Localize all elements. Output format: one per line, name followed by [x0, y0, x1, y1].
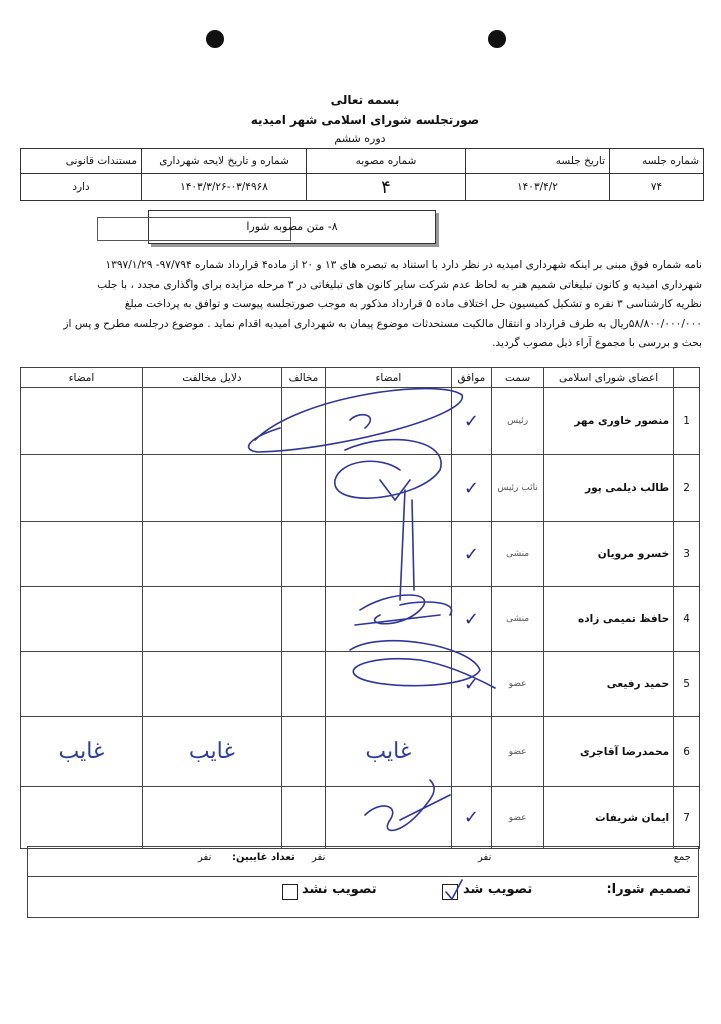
agree-mark: ✓	[451, 455, 492, 522]
agree-count-unit: نفر	[478, 852, 492, 863]
not-approved-label: تصویب نشد	[302, 882, 377, 897]
member-name: طالب دیلمی پور	[544, 455, 674, 522]
col-members-header: اعضای شورای اسلامی	[544, 368, 674, 388]
approved-label: تصویب شد	[463, 882, 533, 897]
resolution-value: ۴	[307, 174, 466, 201]
agree-mark: ✓	[451, 652, 492, 717]
session-num-label: شماره جلسه	[610, 149, 704, 174]
bill-label: شماره و تاریخ لایحه شهرداری	[142, 149, 307, 174]
agree-mark: ✓	[451, 587, 492, 652]
heading-bismillah: بسمه تعالی	[330, 93, 400, 107]
signature-member-5	[350, 641, 495, 688]
disagree-count-unit: نفر	[312, 852, 326, 863]
absent-count-label: تعداد غایبین:	[232, 852, 295, 863]
absent-count-unit: نفر	[198, 852, 212, 863]
member-name: حافظ تمیمی زاده	[544, 587, 674, 652]
member-number: 6	[674, 717, 700, 787]
session-num-value: ۷۴	[610, 174, 704, 201]
member-name: محمدرضا آقاجری	[544, 717, 674, 787]
body-line: نظریه کارشناسی ۳ نفره و تشکیل کمیسیون حل اختلاف ماده ۵ قرارداد مذکور به موجب صورتجلسه پیوست و توافق به پرداخت مبلغ	[124, 298, 702, 310]
total-label: جمع	[673, 852, 691, 863]
date-label: تاریخ جلسه	[466, 149, 610, 174]
section-title: ۸- متن مصوبه شورا	[246, 220, 338, 233]
agree-mark: ✓	[451, 787, 492, 849]
member-name: حمید رفیعی	[544, 652, 674, 717]
col-signature-header: امضاء	[326, 368, 452, 388]
absent-reason: غایب	[142, 717, 281, 787]
member-number: 2	[674, 455, 700, 522]
legal-docs-label: مستندات قانونی	[21, 149, 142, 174]
agree-mark: ✓	[451, 522, 492, 587]
member-role: نائب رئیس	[492, 455, 544, 522]
col-signature2-header: امضاء	[21, 368, 143, 388]
body-line: شهرداری امیدیه و کانون تبلیغاتی شمیم هنر به لحاظ عدم شرکت سایر کانون های تبلیغاتی در ۳ مرحله مزایده برای واگذاری مجدد ، با جلب	[97, 278, 702, 291]
member-role: عضو	[492, 717, 544, 787]
member-role: عضو	[492, 652, 544, 717]
member-name: ایمان شریفات	[544, 787, 674, 849]
body-line: ۵۸/۸۰۰/۰۰۰/۰۰۰ریال به طرف قرارداد و انتقال مالکیت مستحدثات موضوع پیمان به شهرداری امیدیه اقدام نماید . موضوع درجلسه مطرح و پس از	[63, 317, 702, 330]
member-number: 1	[674, 388, 700, 455]
member-role: منشی	[492, 587, 544, 652]
member-role: رئیس	[492, 388, 544, 455]
member-role: عضو	[492, 787, 544, 849]
member-name: خسرو مرویان	[544, 522, 674, 587]
heading-term: دوره ششم	[334, 132, 386, 145]
member-number: 3	[674, 522, 700, 587]
member-role: منشی	[492, 522, 544, 587]
member-number: 4	[674, 587, 700, 652]
member-name: منصور خاوری مهر	[544, 388, 674, 455]
col-agree-header: موافق	[451, 368, 492, 388]
absent-mark: غایب	[326, 717, 452, 787]
signature-member-1	[249, 389, 463, 452]
member-number: 5	[674, 652, 700, 717]
member-number: 7	[674, 787, 700, 849]
col-reasons-header: دلایل مخالفت	[142, 368, 281, 388]
resolution-label: شماره مصوبه	[307, 149, 466, 174]
absent-signature: غایب	[21, 717, 143, 787]
signature-member-7	[365, 780, 450, 830]
bill-value: ۱۴۰۳/۳/۲۶-۰۳/۴۹۶۸	[142, 174, 307, 201]
signature-member-2	[335, 440, 441, 600]
col-position-header: سمت	[492, 368, 544, 388]
heading-title: صورتجلسه شورای اسلامی شهر امیدیه	[250, 113, 480, 127]
body-line: بحث و بررسی با مجموع آراء ذیل مصوب گردید.	[492, 337, 702, 349]
signature-member-4	[355, 595, 452, 625]
body-line: نامه شماره فوق مبنی بر اینکه شهرداری امیدیه در نظر دارد با استناد به تبصره های ۱۳ و ۲۰ از ماده۴ قرارداد شماره ۹۷/۷۹۴- ۱۳۹۷/۱/۲۹	[105, 259, 702, 271]
date-value: ۱۴۰۳/۴/۲	[466, 174, 610, 201]
agree-mark: ✓	[451, 388, 492, 455]
check-mark-footer	[446, 880, 462, 899]
legal-docs-value: دارد	[21, 174, 142, 201]
col-disagree-header: مخالف	[281, 368, 325, 388]
decision-label: تصمیم شورا:	[606, 882, 691, 897]
